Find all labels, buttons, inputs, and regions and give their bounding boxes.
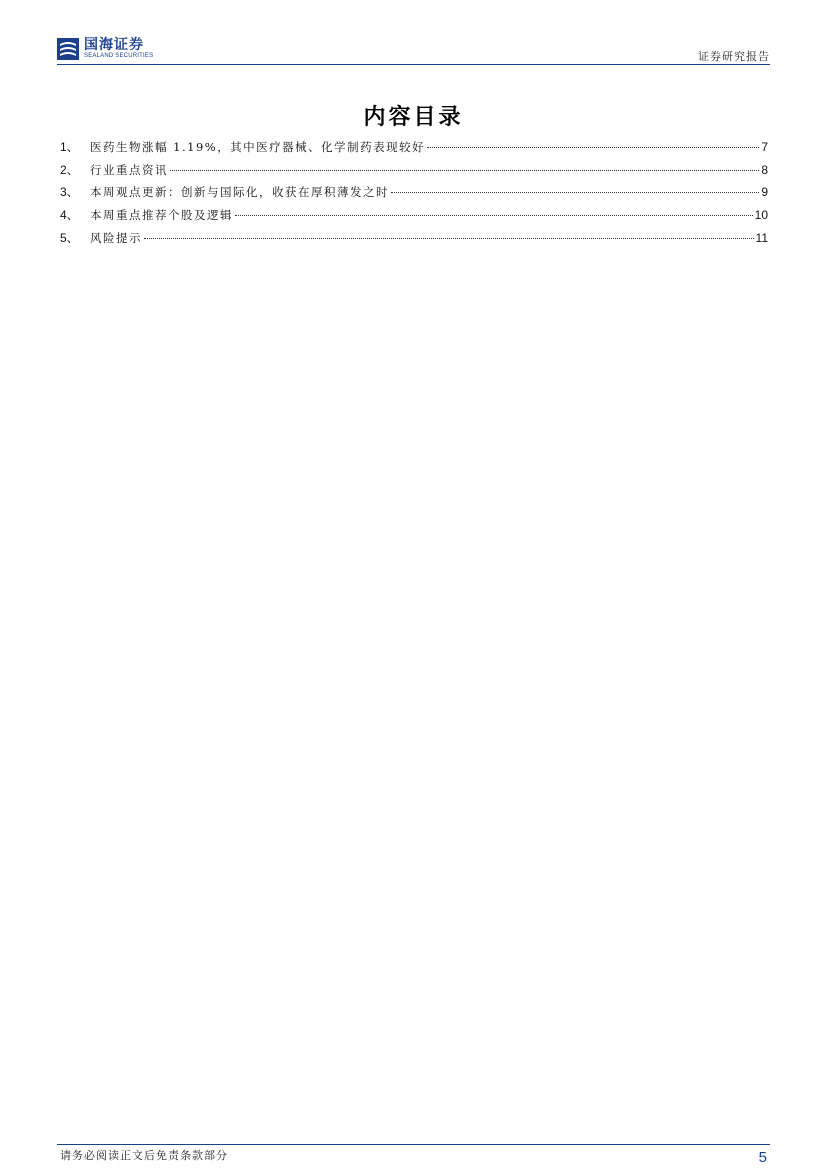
toc-entry-title: 医药生物涨幅 1.19%，其中医疗器械、化学制药表现较好 [90, 140, 426, 154]
toc-entry[interactable] [60, 208, 768, 231]
toc-leader-dots [391, 184, 759, 193]
toc-entry[interactable] [60, 163, 768, 186]
toc-entry-number: 2、 [60, 162, 79, 177]
toc-entry[interactable] [60, 231, 768, 254]
toc-entry[interactable] [60, 185, 768, 208]
disclaimer-note: 请务必阅读正文后免责条款部分 [60, 1149, 228, 1162]
toc-leader-dots [235, 207, 753, 216]
toc-entry[interactable] [60, 140, 768, 163]
toc-leader-dots [144, 230, 754, 239]
toc-entry-number: 4、 [60, 208, 79, 223]
toc-entry-number: 3、 [60, 185, 79, 200]
toc-entry-page: 11 [755, 230, 768, 245]
toc-entry-page: 7 [761, 140, 768, 154]
toc-entry-title: 风险提示 [90, 230, 142, 245]
toc-leader-dots [170, 162, 759, 171]
logo-english-name: SEALAND SECURITIES [84, 53, 154, 59]
sealand-logo-icon [57, 38, 79, 60]
report-type-label: 证券研究报告 [698, 50, 770, 63]
toc-entry-title: 本周观点更新：创新与国际化，收获在厚积薄发之时 [90, 185, 389, 200]
header-divider [57, 64, 770, 65]
toc-entry-page: 8 [761, 162, 768, 177]
footer-divider [57, 1144, 770, 1145]
logo-chinese-name: 国海证券 [84, 37, 144, 53]
toc-title: 内容目录 [363, 105, 464, 130]
toc-leader-dots [427, 139, 759, 148]
toc-entry-title: 行业重点资讯 [90, 162, 168, 177]
toc-entry-number: 1、 [60, 140, 79, 154]
company-logo [57, 38, 153, 62]
table-of-contents [60, 140, 768, 253]
toc-entry-title: 本周重点推荐个股及逻辑 [90, 208, 233, 223]
toc-entry-number: 5、 [60, 230, 79, 245]
toc-entry-page: 9 [761, 185, 768, 200]
toc-entry-page: 10 [754, 208, 768, 223]
page-number: 5 [758, 1149, 767, 1166]
